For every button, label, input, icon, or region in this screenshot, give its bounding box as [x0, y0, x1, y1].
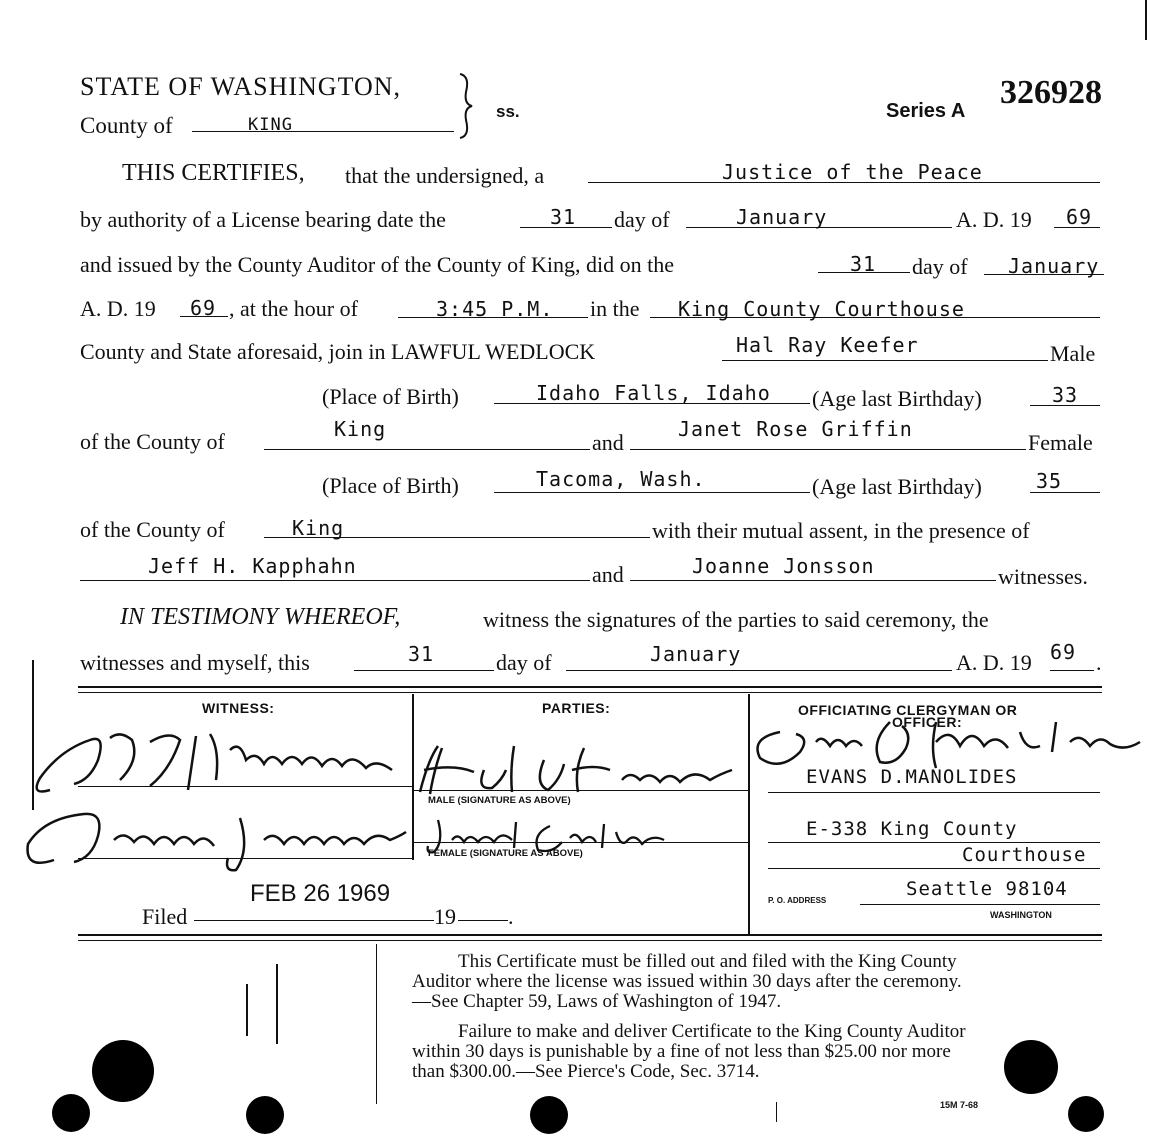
bride-age-label: (Age last Birthday): [812, 474, 982, 499]
notice-line-4: Failure to make and deliver Certificate to the King County Auditor: [458, 1021, 966, 1042]
testimony-rest: witness the signatures of the parties to said ceremony, the: [483, 607, 989, 632]
sign-day: 31: [408, 642, 435, 666]
sign-month-line: [566, 670, 952, 671]
issued-text: and issued by the County Auditor of the County of King, did on the: [80, 252, 674, 277]
series-label: Series A: [886, 100, 966, 122]
county-value: KING: [248, 115, 293, 135]
po-address-label: P. O. ADDRESS: [768, 896, 827, 905]
witness-two-sig-line: [78, 858, 412, 859]
notice-top-rule: [78, 934, 1102, 936]
groom-name: Hal Ray Keefer: [736, 333, 919, 357]
officiant-title-line: [588, 182, 1100, 183]
address-line-2-rule: [768, 868, 1100, 869]
filed-period: .: [508, 904, 514, 929]
witness-one-line: [80, 580, 590, 581]
license-day-line: [520, 227, 612, 228]
testimony-lead: IN TESTIMONY WHEREOF,: [120, 604, 401, 630]
license-year: 69: [1066, 205, 1093, 229]
groom-age-label: (Age last Birthday): [812, 386, 982, 411]
sign-period: .: [1096, 650, 1102, 675]
county-underline: [192, 131, 454, 132]
signature-top-rule: [78, 686, 1102, 688]
hour-text: , at the hour of: [229, 296, 358, 321]
bride-county: King: [292, 516, 345, 540]
license-month-line: [686, 227, 952, 228]
groom-age: 33: [1052, 383, 1079, 407]
print-code: 15M 7-68: [940, 1100, 979, 1110]
groom-county-label: of the County of: [80, 429, 225, 454]
certifies-rest: that the undersigned, a: [345, 163, 545, 188]
sign-year-line: [1050, 670, 1094, 671]
notice-line-1: This Certificate must be filled out and filed with the King County: [458, 951, 957, 972]
officiating-header-2: OFFICER:: [892, 714, 963, 730]
punch-hole: [1068, 1096, 1104, 1132]
ceremony-day-of: day of: [912, 254, 968, 279]
bride-county-line: [264, 537, 650, 538]
scan-mark: [32, 660, 34, 810]
notice-line-5: within 30 days is punishable by a fine of not less than $25.00 nor more: [412, 1041, 951, 1062]
sign-year: 69: [1050, 640, 1077, 664]
witness-two-line: [630, 580, 996, 581]
ceremony-year-line: [180, 316, 228, 317]
and-label-2: and: [592, 562, 624, 587]
bride-county-label: of the County of: [80, 517, 225, 542]
license-month: January: [736, 205, 828, 229]
scan-mark: [1145, 0, 1147, 40]
license-day-of: day of: [614, 207, 670, 232]
punch-hole: [92, 1040, 154, 1102]
scan-mark: [246, 984, 248, 1036]
address-line-1-rule: [768, 842, 1100, 843]
filed-stamp: FEB 26 1969: [250, 880, 391, 907]
punch-hole: [52, 1094, 90, 1132]
notice-line-3: —See Chapter 59, Laws of Washington of 1947.: [412, 991, 782, 1012]
officiant-title: Justice of the Peace: [722, 160, 983, 184]
bride-name: Janet Rose Griffin: [678, 417, 913, 441]
bride-name-line: [630, 449, 1026, 450]
bride-birthplace-line: [494, 492, 810, 493]
sign-day-line: [354, 670, 494, 671]
filed-label: Filed: [142, 904, 188, 929]
witness-header: WITNESS:: [202, 700, 275, 716]
notice-line-2: Auditor where the license was issued within 30 days after the ceremony.: [412, 971, 962, 992]
and-label-1: and: [592, 430, 624, 455]
ss-label: ss.: [496, 102, 520, 121]
officiating-header-1: OFFICIATING CLERGYMAN OR: [798, 702, 1018, 718]
female-caption: FEMALE (SIGNATURE AS ABOVE): [428, 848, 583, 859]
in-the: in the: [590, 296, 640, 321]
scan-mark: [776, 1102, 777, 1122]
witnesses-label: witnesses.: [998, 564, 1088, 589]
wedlock-text: County and State aforesaid, join in LAWFUL WEDLOCK: [80, 339, 596, 364]
myself-text: witnesses and myself, this: [80, 650, 310, 675]
certifies-lead: THIS CERTIFIES,: [122, 160, 305, 186]
state-title: STATE OF WASHINGTON,: [80, 72, 402, 101]
filed-year-line: [458, 920, 508, 921]
groom-county: King: [334, 417, 387, 441]
groom-birthplace-line: [494, 403, 810, 404]
filed-19: 19: [434, 904, 456, 929]
bride-age: 35: [1036, 469, 1063, 493]
witness-one: Jeff H. Kapphahn: [148, 554, 357, 578]
witness-one-signature: [20, 720, 410, 800]
address-line-1: E-338 King County: [806, 818, 1018, 840]
ceremony-hour: 3:45 P.M.: [436, 297, 554, 321]
witness-two: Joanne Jonsson: [692, 554, 875, 578]
assent-text: with their mutual assent, in the presence of: [652, 518, 1030, 543]
ceremony-day-line: [818, 272, 910, 273]
punch-hole: [530, 1096, 568, 1134]
filed-line: [194, 920, 434, 921]
ceremony-place-line: [650, 317, 1100, 318]
address-line-2: Courthouse: [962, 844, 1087, 866]
punch-hole: [1004, 1040, 1058, 1094]
county-label: County of: [80, 113, 173, 138]
groom-birth-label: (Place of Birth): [322, 384, 459, 409]
sign-day-of: day of: [496, 650, 552, 675]
officiant-name-line: [768, 792, 1100, 793]
sign-ad: A. D. 19: [956, 650, 1032, 675]
notice-paragraph-2: [412, 1022, 966, 1082]
notice-paragraph-1: [412, 952, 962, 1012]
male-caption: MALE (SIGNATURE AS ABOVE): [428, 795, 571, 806]
sign-month: January: [650, 642, 742, 666]
female-label: Female: [1028, 430, 1093, 455]
groom-county-line: [264, 449, 590, 450]
bride-birth-label: (Place of Birth): [322, 473, 459, 498]
groom-age-line: [1030, 405, 1100, 406]
ceremony-day: 31: [850, 252, 877, 276]
ceremony-year: 69: [190, 296, 217, 320]
license-year-line: [1054, 227, 1100, 228]
punch-hole: [246, 1096, 284, 1134]
bride-birthplace: Tacoma, Wash.: [536, 467, 706, 491]
groom-birthplace: Idaho Falls, Idaho: [536, 381, 771, 405]
city-line-rule: [860, 904, 1100, 905]
authority-text: by authority of a License bearing date the: [80, 207, 446, 232]
ceremony-month-line: [984, 274, 1104, 275]
license-ad: A. D. 19: [956, 207, 1032, 232]
ceremony-ad: A. D. 19: [80, 296, 156, 321]
notice-line-6: than $300.00.—See Pierce's Code, Sec. 3714.: [412, 1061, 760, 1082]
witness-one-sig-line: [78, 786, 412, 787]
signature-top-rule-2: [78, 692, 1102, 693]
bride-age-line: [1030, 492, 1100, 493]
parties-header: PARTIES:: [542, 700, 611, 716]
notice-top-rule-2: [78, 940, 1102, 941]
male-label: Male: [1050, 341, 1096, 366]
city-line: Seattle 98104: [906, 878, 1068, 900]
ceremony-place: King County Courthouse: [678, 297, 965, 321]
scan-mark: [276, 964, 278, 1044]
series-number: 326928: [1000, 74, 1102, 111]
groom-name-line: [722, 360, 1048, 361]
ceremony-month: January: [1008, 254, 1100, 278]
license-day: 31: [550, 205, 577, 229]
female-sig-line: [414, 842, 748, 843]
male-sig-line: [414, 790, 748, 791]
brace-icon: [456, 72, 476, 140]
officiant-name: EVANS D.MANOLIDES: [806, 766, 1018, 788]
notice-divider: [376, 944, 377, 1104]
ceremony-hour-line: [398, 317, 588, 318]
washington-label: WASHINGTON: [990, 910, 1052, 920]
witness-two-signature: [14, 800, 410, 872]
